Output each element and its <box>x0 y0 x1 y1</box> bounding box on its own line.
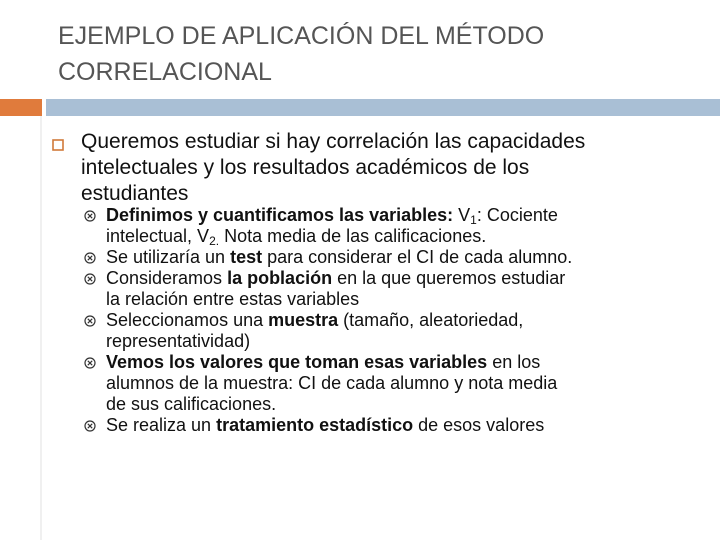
main-bullet-text <box>81 129 701 207</box>
circle-x-bullet-icon <box>84 420 96 432</box>
values-line-2: alumnos de la muestra: CI de cada alumno y nota media <box>106 373 558 393</box>
main-bullet-line-1: Queremos estudiar si hay correlación las capacidades <box>81 130 586 153</box>
v2-text: Nota media de las calificaciones. <box>219 226 487 246</box>
population-line-2: la relación entre estas variables <box>106 289 360 309</box>
sub-bullet-test <box>84 247 704 268</box>
treatment-pre: Se realiza un <box>106 415 217 435</box>
values-bold: Vemos los valores que toman esas variables <box>106 352 488 372</box>
values-line-3: de sus calificaciones. <box>106 394 277 414</box>
main-bullet-line-2: intelectuales y los resultados académicos de los <box>81 156 530 179</box>
v1-subscript: 1 <box>470 213 477 227</box>
accent-bar-orange <box>0 99 42 116</box>
slide-title-line-2: CORRELACIONAL <box>58 58 272 86</box>
sidebar-divider <box>40 116 42 540</box>
circle-x-bullet-icon <box>84 357 96 369</box>
variables-bold: Definimos y cuantificamos las variables: <box>106 205 454 225</box>
values-post: en los <box>487 352 541 372</box>
sample-pre: Seleccionamos una <box>106 310 269 330</box>
sample-line-2: representatividad) <box>106 331 251 351</box>
sub-bullet-population <box>84 268 704 310</box>
sub-bullet-list <box>84 205 704 436</box>
test-bold: test <box>230 247 263 267</box>
sub-bullet-values <box>84 352 704 415</box>
population-pre: Consideramos <box>106 268 228 288</box>
square-bullet-icon <box>52 139 64 151</box>
sub-bullet-treatment <box>84 415 704 436</box>
v1-label: V <box>453 205 471 225</box>
population-post: en la que queremos estudiar <box>332 268 566 288</box>
circle-x-bullet-icon <box>84 252 96 264</box>
circle-x-bullet-icon <box>84 210 96 222</box>
sample-bold: muestra <box>268 310 339 330</box>
population-bold: la población <box>227 268 333 288</box>
v2-subscript: 2. <box>209 234 220 248</box>
slide-title-line-1: EJEMPLO DE APLICACIÓN DEL MÉTODO <box>58 22 545 50</box>
sub-bullet-sample <box>84 310 704 352</box>
slide-title <box>58 18 698 90</box>
sample-post: (tamaño, aleatoriedad, <box>338 310 524 330</box>
treatment-bold: tratamiento estadístico <box>216 415 414 435</box>
accent-bar-blue <box>46 99 720 116</box>
circle-x-bullet-icon <box>84 273 96 285</box>
treatment-post: de esos valores <box>413 415 545 435</box>
main-bullet-line-3: estudiantes <box>81 182 189 205</box>
circle-x-bullet-icon <box>84 315 96 327</box>
sub-bullet-variables <box>84 205 704 247</box>
v2-label: intelectual, V <box>106 226 210 246</box>
test-post: para considerar el CI de cada alumno. <box>262 247 573 267</box>
test-pre: Se utilizaría un <box>106 247 231 267</box>
v1-text: : Cociente <box>476 205 558 225</box>
